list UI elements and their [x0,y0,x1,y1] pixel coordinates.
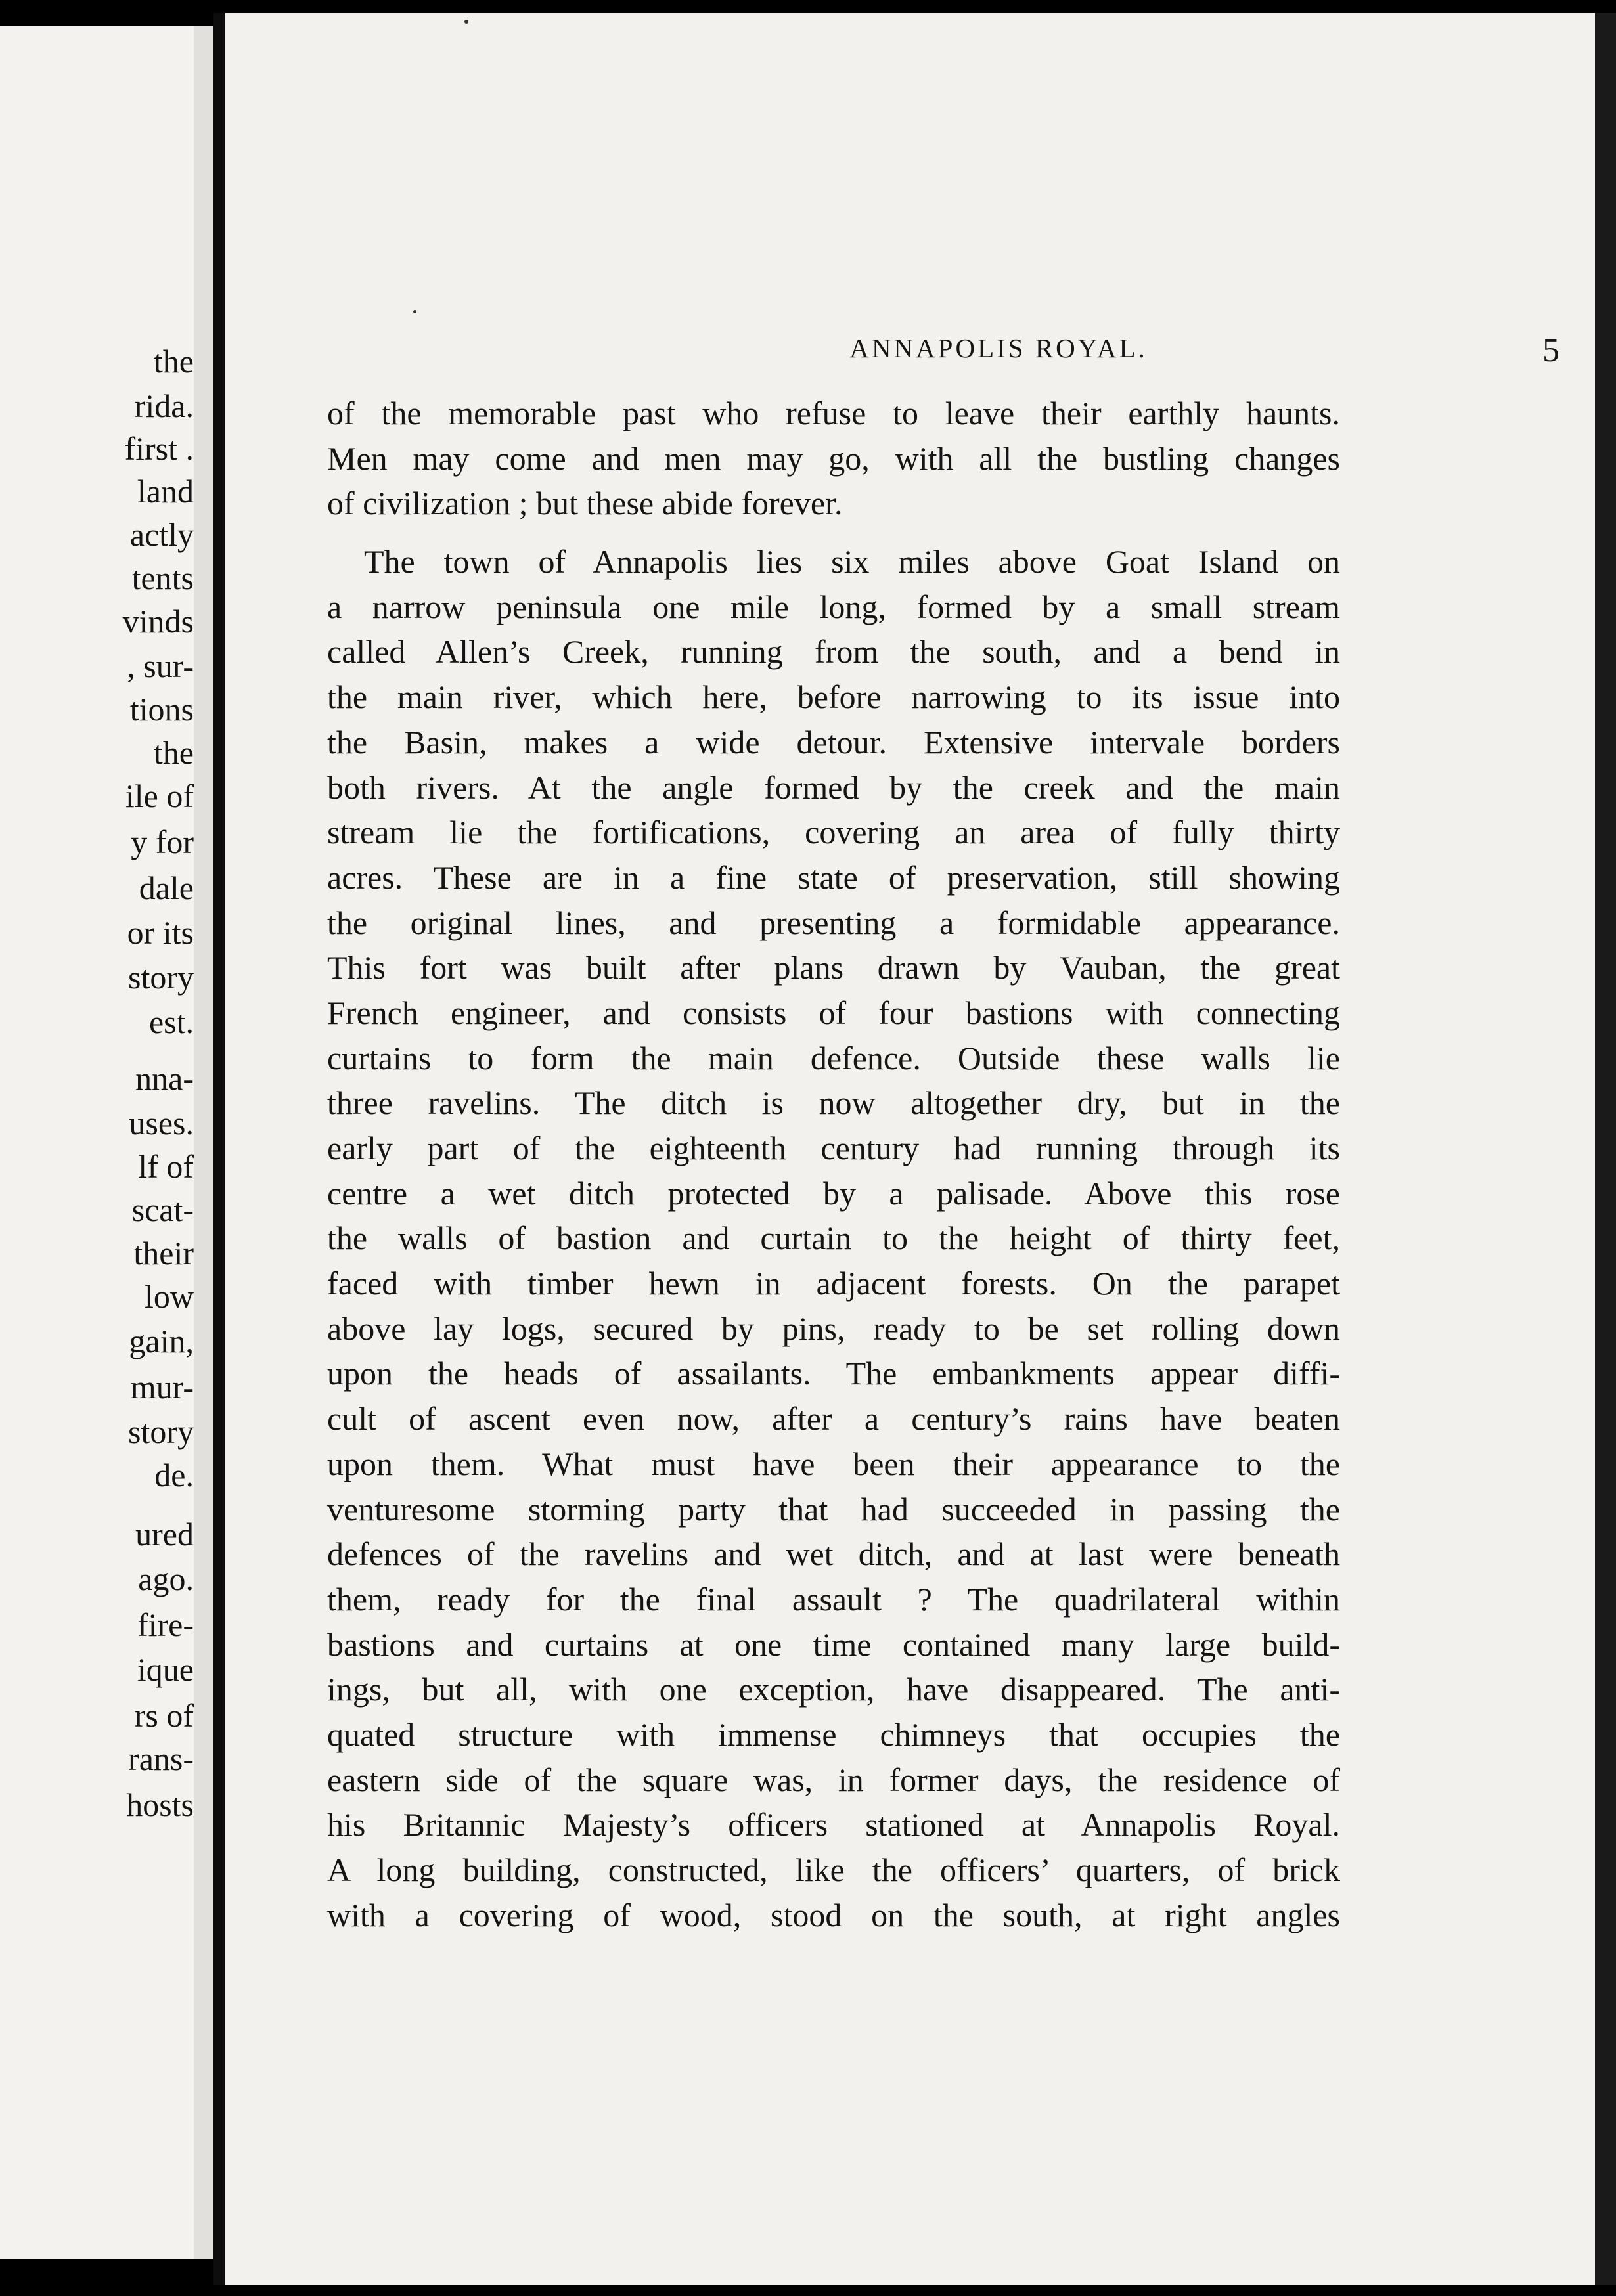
text-line: early part of the eighteenth century had running through its [327,1130,1340,1166]
previous-page-line: ile of [125,778,194,814]
text-line: acres. These are in a fine state of preservation, still showing [327,858,1340,896]
running-head [670,322,1560,374]
text-line: ings, but all, with one exception, have disappeared. The anti- [327,1671,1340,1708]
page-body [327,391,1340,1937]
previous-page-line: scat- [131,1191,194,1228]
text-line: bastions and curtains at one time contained many large build- [327,1625,1340,1663]
previous-page-line: nna- [135,1060,194,1097]
previous-page-line: tions [129,691,194,728]
book-page [225,13,1616,2285]
text-line: the walls of bastion and curtain to the height of thirty feet, [327,1220,1340,1257]
text-line: of civilization ; but these abide forever. [327,485,843,522]
text-line: above lay logs, secured by pins, ready to be set rolling down [327,1310,1340,1347]
previous-page-line: hosts [126,1786,194,1823]
previous-page-line: ique [137,1651,194,1688]
previous-page-line: their [133,1235,194,1271]
text-line: them, ready for the final assault ? The quadrilateral within [327,1580,1340,1618]
text-line: venturesome storming party that had succeeded in passing the [327,1490,1340,1528]
text-line: A long building, constructed, like the officers’ quarters, of brick [327,1851,1340,1888]
previous-page-line: y for [131,824,194,860]
text-line: the original lines, and presenting a formidable appearance. [327,904,1340,941]
previous-page-line: mur- [130,1369,194,1405]
text-line: defences of the ravelins and wet ditch, and at last were beneath [327,1535,1340,1573]
text-line: upon the heads of assailants. The embankments appear diffi- [327,1355,1340,1392]
previous-page-line: first . [124,430,194,467]
text-line: faced with timber hewn in adjacent forests. On the parapet [327,1265,1340,1302]
text-line: eastern side of the square was, in former days, the residence of [327,1761,1340,1798]
previous-page-line: gain, [129,1323,194,1359]
previous-page-line: vinds [122,603,194,640]
paragraph-1 [327,391,1340,526]
text-line: centre a wet ditch protected by a palisade. Above this rose [327,1174,1340,1212]
previous-page-line: story [128,1413,194,1450]
previous-page-line: the [153,734,194,771]
text-line: both rivers. At the angle formed by the creek and the main [327,768,1340,806]
previous-page-fragment [0,26,194,2259]
previous-page-line: lf of [138,1148,194,1185]
previous-page-line: fire- [137,1606,194,1643]
text-line: called Allen’s Creek, running from the south, and a bend in [327,633,1340,671]
previous-page-line: tents [131,560,194,596]
paragraph-gap [327,526,1340,539]
previous-page-line: rs of [134,1697,194,1734]
previous-page-line: actly [129,516,194,553]
text-line: his Britannic Majesty’s officers stationed at Annapolis Royal. [327,1806,1340,1843]
text-line: of the memorable past who refuse to leave their earthly haunts. [327,395,1340,431]
previous-page-line: land [137,473,194,510]
page-title: ANNAPOLIS ROYAL. [849,333,1148,363]
previous-page-line: uses. [129,1105,194,1141]
text-line: cult of ascent even now, after a century’s rains have beaten [327,1400,1340,1438]
page-number: 5 [1542,332,1560,369]
text-line: the main river, which here, before narrowing to its issue into [327,678,1340,716]
text-line: Men may come and men may go, with all the bustling changes [327,439,1340,477]
previous-page-line: est. [148,1004,194,1040]
text-line: quated structure with immense chimneys that occupies the [327,1715,1340,1753]
text-line: The town of Annapolis lies six miles above Goat Island on [364,543,1340,581]
text-line: curtains to form the main defence. Outside these walls lie [327,1039,1340,1076]
previous-page-line: dale [139,870,194,906]
previous-page-line: rida. [134,387,194,424]
previous-page-line: , sur- [127,648,194,684]
previous-page-line: low [145,1278,194,1315]
gutter [194,26,213,2259]
previous-page-line: the [153,343,194,380]
text-line: stream lie the fortifications, covering an area of fully thirty [327,814,1340,851]
print-speck [464,20,468,24]
print-speck [413,310,416,313]
paragraph-2 [327,539,1340,1937]
text-line: the Basin, makes a wide detour. Extensive intervale borders [327,723,1340,761]
text-line: three ravelins. The ditch is now altogether dry, but in the [327,1084,1340,1122]
text-line: with a covering of wood, stood on the south, at right angles [327,1896,1340,1933]
previous-page-line: rans- [128,1740,194,1777]
book-spine [213,13,225,2285]
previous-page-line: de. [154,1457,194,1493]
text-line: upon them. What must have been their appearance to the [327,1445,1340,1482]
text-line: This fort was built after plans drawn by Vauban, the great [327,949,1340,986]
previous-page-line: ured [135,1516,194,1553]
previous-page-line: or its [127,914,194,951]
previous-page-line: story [128,959,194,996]
text-line: a narrow peninsula one mile long, formed by a small stream [327,588,1340,625]
text-line: French engineer, and consists of four bastions with connecting [327,994,1340,1031]
previous-page-line: ago. [138,1560,194,1597]
